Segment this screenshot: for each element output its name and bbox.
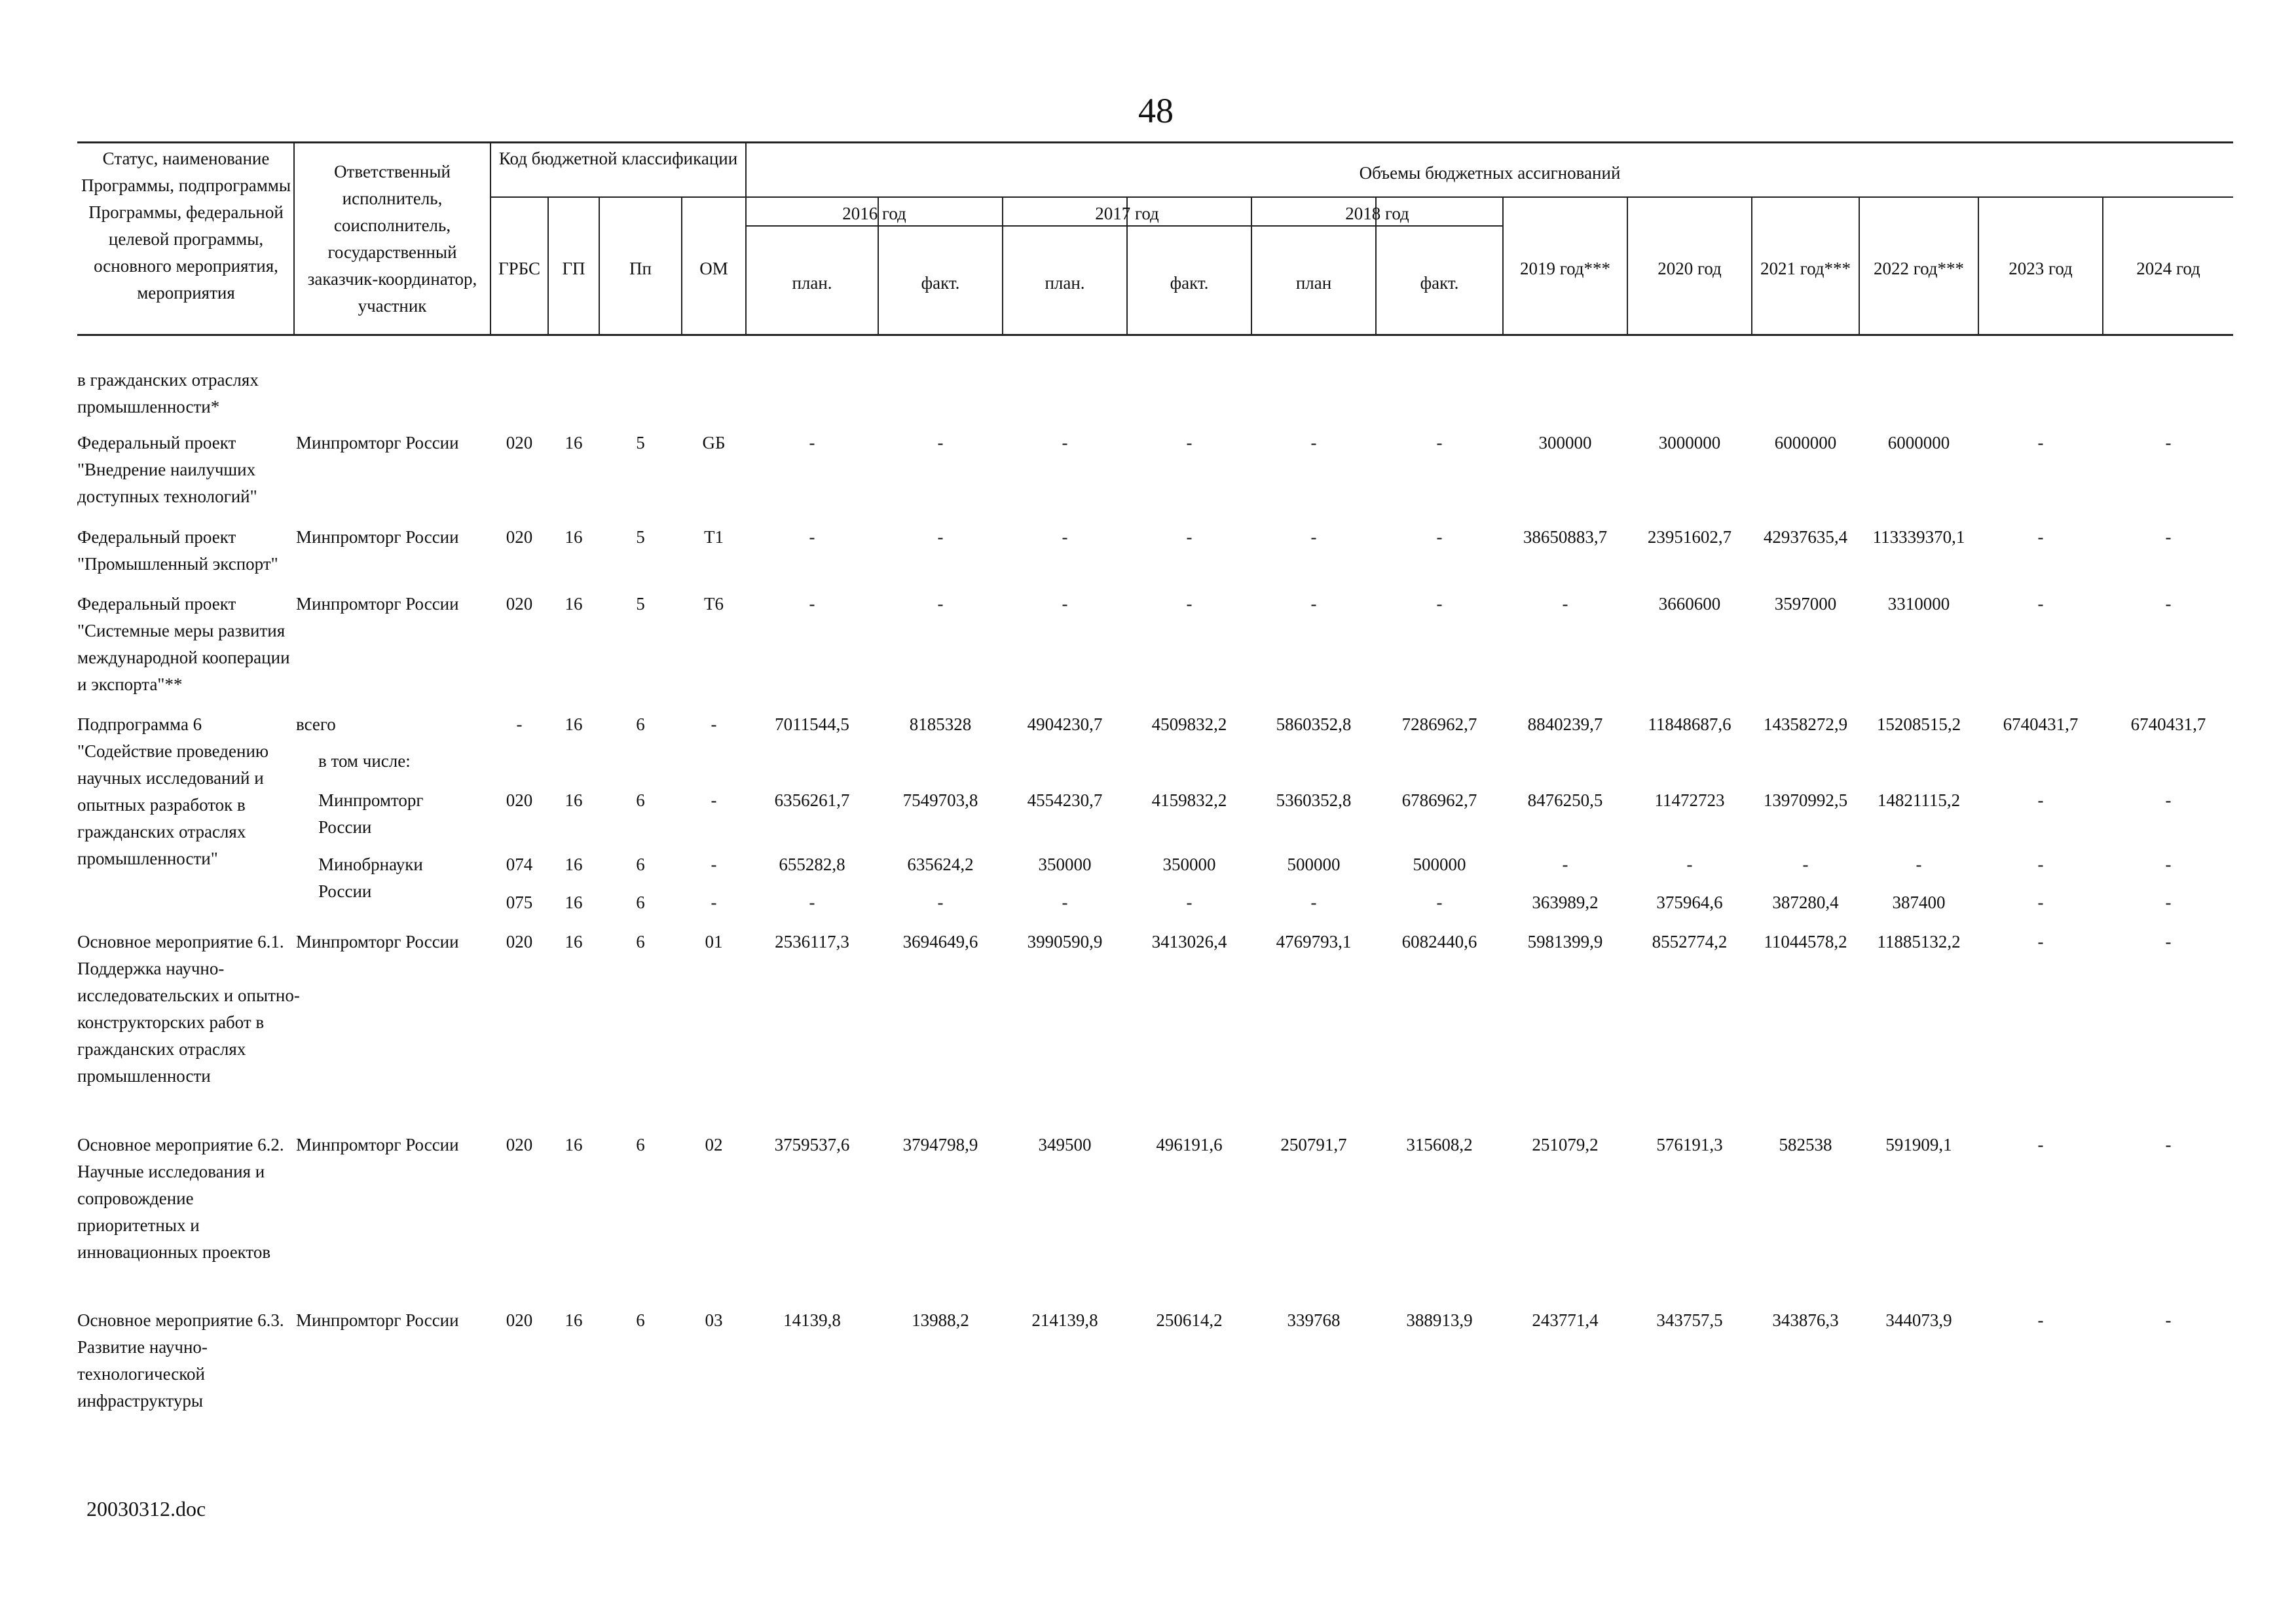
value-cell: 3759537,6	[774, 1135, 850, 1154]
value-cell: -	[1686, 855, 1693, 874]
code-pp: 6	[636, 932, 645, 951]
row-status: Основное мероприятие 6.3. Развитие научно-технологической инфраструктуры	[77, 1310, 284, 1411]
value-cell: 250614,2	[1156, 1310, 1223, 1330]
value-cell: 591909,1	[1885, 1135, 1952, 1154]
code-om: -	[711, 893, 717, 912]
value-cell: -	[1562, 855, 1568, 874]
value-cell: 375964,6	[1656, 893, 1723, 912]
value-cell: -	[1436, 527, 1443, 547]
value-cell: -	[2165, 1135, 2172, 1154]
value-cell: 13988,2	[912, 1310, 969, 1330]
value-cell: 350000	[1038, 855, 1092, 874]
code-grbs: 074	[506, 855, 533, 874]
value-cell: 635624,2	[907, 855, 974, 874]
value-cell: 11848687,6	[1648, 714, 1731, 734]
header-year-2021: 2021 год***	[1760, 259, 1851, 278]
value-cell: -	[2037, 527, 2044, 547]
value-cell: 15208515,2	[1876, 714, 1961, 734]
header-year-2018: 2018 год	[1345, 204, 1409, 223]
value-cell: 343757,5	[1656, 1310, 1723, 1330]
code-om: -	[711, 855, 717, 874]
value-cell: 388913,9	[1406, 1310, 1473, 1330]
table-row	[0, 929, 2296, 1125]
value-cell: -	[2037, 594, 2044, 614]
value-cell: 3310000	[1887, 594, 1950, 614]
code-gp: 16	[565, 433, 583, 452]
value-cell: -	[809, 594, 815, 614]
header-year-2020: 2020 год	[1657, 259, 1722, 278]
value-cell: 350000	[1162, 855, 1216, 874]
header-subcol: факт.	[1420, 273, 1459, 293]
row-status: Федеральный проект "Промышленный экспорт"	[77, 527, 278, 574]
row-status: Федеральный проект "Внедрение наилучших доступных технологий"	[77, 433, 257, 506]
header-subcol: план.	[1045, 273, 1085, 293]
code-om: GБ	[702, 433, 726, 452]
header-subcol: план.	[792, 273, 832, 293]
code-gp: 16	[565, 527, 583, 547]
value-cell: 387280,4	[1772, 893, 1839, 912]
value-cell: 496191,6	[1156, 1135, 1223, 1154]
value-cell: 6000000	[1887, 433, 1950, 452]
value-cell: 4159832,2	[1151, 790, 1227, 810]
header-volume-rule	[745, 196, 2233, 198]
value-cell: -	[1310, 433, 1317, 452]
value-cell: 576191,3	[1656, 1135, 1723, 1154]
value-cell: 500000	[1287, 855, 1341, 874]
code-pp: 6	[636, 1310, 645, 1330]
code-gp: 16	[565, 790, 583, 810]
code-pp: 6	[636, 855, 645, 874]
value-cell: 6740431,7	[2003, 714, 2079, 734]
value-cell: 5981399,9	[1527, 932, 1603, 951]
row-responsible: Минпромторг России	[296, 932, 459, 951]
code-grbs: 020	[506, 594, 533, 614]
value-cell: -	[1916, 855, 1922, 874]
table-row	[0, 430, 2296, 515]
subprogram-block	[0, 711, 2296, 921]
value-cell: 11044578,2	[1764, 932, 1847, 951]
value-cell: -	[937, 594, 944, 614]
code-grbs: 020	[506, 527, 533, 547]
value-cell: 5860352,8	[1276, 714, 1352, 734]
header-status: Статус, наименование Программы, подпрограммы Программы, федеральной целевой программы, основного мероприятия, мероприятия	[81, 149, 291, 303]
value-cell: -	[2037, 855, 2044, 874]
subprogram-resp-minprom: Минпромторг России	[318, 790, 424, 837]
value-cell: -	[1436, 893, 1443, 912]
header-year-2019: 2019 год***	[1519, 259, 1611, 278]
value-cell: 8840239,7	[1527, 714, 1603, 734]
value-cell: -	[2037, 932, 2044, 951]
code-om: -	[711, 714, 717, 734]
value-cell: 6082440,6	[1401, 932, 1477, 951]
code-grbs: 020	[506, 1135, 533, 1154]
value-cell: -	[2165, 932, 2172, 951]
code-om: T1	[704, 527, 724, 547]
value-cell: -	[1186, 527, 1193, 547]
value-cell: 4509832,2	[1151, 714, 1227, 734]
header-year-2022: 2022 год***	[1873, 259, 1965, 278]
value-cell: -	[2037, 893, 2044, 912]
header-year-2024: 2024 год	[2136, 259, 2200, 278]
header-code-om: ОМ	[699, 259, 728, 278]
header-code-pp: Пп	[629, 259, 652, 278]
value-cell: -	[2037, 1310, 2044, 1330]
code-pp: 6	[636, 790, 645, 810]
header-code-gp: ГП	[562, 259, 585, 278]
code-gp: 16	[565, 932, 583, 951]
continuation-text: в гражданских отраслях промышленности*	[77, 370, 259, 416]
value-cell: 3990590,9	[1027, 932, 1103, 951]
code-gp: 16	[565, 855, 583, 874]
value-cell: -	[1186, 594, 1193, 614]
code-om: 01	[705, 932, 723, 951]
table-row	[0, 1132, 2296, 1302]
value-cell: -	[2165, 855, 2172, 874]
value-cell: 42937635,4	[1763, 527, 1848, 547]
value-cell: 11885132,2	[1877, 932, 1961, 951]
row-responsible: Минпромторг России	[296, 527, 459, 547]
row-status: Основное мероприятие 6.1. Поддержка научно-исследовательских и опытно-конструкторских работ в гражданских отраслях промышленности	[77, 932, 300, 1086]
value-cell: 387400	[1892, 893, 1946, 912]
value-cell: -	[1310, 527, 1317, 547]
subprogram-total-label: всего	[296, 714, 336, 734]
row-status: Основное мероприятие 6.2. Научные исследования и сопровождение приоритетных и инновационных проектов	[77, 1135, 284, 1262]
value-cell: 339768	[1287, 1310, 1341, 1330]
value-cell: -	[2165, 594, 2172, 614]
value-cell: -	[937, 893, 944, 912]
code-gp: 16	[565, 714, 583, 734]
value-cell: 3000000	[1658, 433, 1721, 452]
value-cell: -	[809, 433, 815, 452]
value-cell: -	[2165, 790, 2172, 810]
header-year-2017: 2017 год	[1095, 204, 1159, 223]
value-cell: 500000	[1413, 855, 1466, 874]
value-cell: -	[2165, 893, 2172, 912]
row-responsible: Минпромторг России	[296, 594, 459, 614]
value-cell: 7011544,5	[775, 714, 849, 734]
value-cell: 582538	[1779, 1135, 1832, 1154]
subprogram-status: Подпрограмма 6 "Содействие проведению научных исследований и опытных разработок в гражданских отраслях промышленности"	[77, 714, 269, 868]
value-cell: 3660600	[1658, 594, 1721, 614]
value-cell: 38650883,7	[1523, 527, 1608, 547]
value-cell: 6740431,7	[2130, 714, 2206, 734]
value-cell: 3694649,6	[902, 932, 978, 951]
value-cell: -	[1310, 893, 1317, 912]
code-pp: 5	[636, 433, 645, 452]
code-gp: 16	[565, 1310, 583, 1330]
header-year-2023: 2023 год	[2009, 259, 2073, 278]
code-grbs: 020	[506, 1310, 533, 1330]
code-pp: 6	[636, 714, 645, 734]
header-subcol: факт.	[921, 273, 960, 293]
table-row	[0, 591, 2296, 702]
code-grbs: 020	[506, 932, 533, 951]
value-cell: -	[1562, 594, 1568, 614]
code-pp: 6	[636, 1135, 645, 1154]
value-cell: 14358272,9	[1763, 714, 1848, 734]
code-gp: 16	[565, 1135, 583, 1154]
code-gp: 16	[565, 594, 583, 614]
value-cell: 344073,9	[1885, 1310, 1952, 1330]
value-cell: 8476250,5	[1527, 790, 1603, 810]
row-status: Федеральный проект "Системные меры развития международной кооперации и экспорта"**	[77, 594, 290, 694]
code-pp: 6	[636, 893, 645, 912]
value-cell: -	[2037, 433, 2044, 452]
value-cell: -	[1062, 527, 1068, 547]
value-cell: -	[2165, 527, 2172, 547]
table-row	[0, 1307, 2296, 1451]
value-cell: 113339370,1	[1872, 527, 1965, 547]
value-cell: 8185328	[909, 714, 972, 734]
value-cell: -	[2037, 790, 2044, 810]
value-cell: -	[1062, 433, 1068, 452]
value-cell: -	[1436, 594, 1443, 614]
value-cell: 3794798,9	[902, 1135, 978, 1154]
code-pp: 5	[636, 594, 645, 614]
header-bottom-rule	[77, 334, 2233, 336]
page-number: 48	[1138, 91, 1174, 130]
value-cell: 13970992,5	[1763, 790, 1848, 810]
code-grbs: -	[516, 714, 523, 734]
value-cell: 315608,2	[1406, 1135, 1473, 1154]
value-cell: 343876,3	[1772, 1310, 1839, 1330]
header-subcol: план	[1295, 273, 1332, 293]
row-responsible: Минпромторг России	[296, 433, 459, 452]
value-cell: 7549703,8	[902, 790, 978, 810]
header-budget-code: Код бюджетной классификации	[498, 149, 738, 168]
code-grbs: 020	[506, 433, 533, 452]
code-grbs: 075	[506, 893, 533, 912]
value-cell: 349500	[1038, 1135, 1092, 1154]
header-volumes: Объемы бюджетных ассигнований	[1359, 163, 1621, 183]
header-code-grbs: ГРБС	[498, 259, 540, 278]
document-filename: 20030312.doc	[86, 1497, 206, 1521]
value-cell: -	[1186, 893, 1193, 912]
value-cell: 4769793,1	[1276, 932, 1352, 951]
value-cell: 14139,8	[783, 1310, 841, 1330]
table-row	[0, 524, 2296, 576]
value-cell: 3597000	[1774, 594, 1837, 614]
value-cell: -	[1062, 893, 1068, 912]
value-cell: 5360352,8	[1276, 790, 1352, 810]
value-cell: -	[937, 527, 944, 547]
value-cell: 6000000	[1774, 433, 1837, 452]
header-year-2016: 2016 год	[842, 204, 906, 223]
value-cell: -	[1310, 594, 1317, 614]
value-cell: -	[809, 893, 815, 912]
value-cell: 4904230,7	[1027, 714, 1103, 734]
subprogram-including-label: в том числе:	[318, 751, 411, 771]
row-responsible: Минпромторг России	[296, 1135, 459, 1154]
header-top-rule	[77, 141, 2233, 143]
value-cell: 655282,8	[779, 855, 845, 874]
value-cell: 11472723	[1654, 790, 1725, 810]
value-cell: 363989,2	[1532, 893, 1599, 912]
header-responsible: Ответственный исполнитель, соисполнитель, государственный заказчик-координатор, участник	[307, 162, 477, 316]
value-cell: -	[2165, 433, 2172, 452]
value-cell: -	[1186, 433, 1193, 452]
value-cell: 250791,7	[1280, 1135, 1347, 1154]
value-cell: 243771,4	[1532, 1310, 1599, 1330]
value-cell: 251079,2	[1532, 1135, 1599, 1154]
code-om: 02	[705, 1135, 723, 1154]
value-cell: 6786962,7	[1401, 790, 1477, 810]
code-grbs: 020	[506, 790, 533, 810]
value-cell: -	[1436, 433, 1443, 452]
value-cell: 6356261,7	[774, 790, 850, 810]
value-cell: 2536117,3	[775, 932, 849, 951]
subprogram-resp-minobr: Минобрнауки России	[318, 855, 423, 901]
value-cell: -	[2165, 1310, 2172, 1330]
value-cell: -	[1062, 594, 1068, 614]
value-cell: 7286962,7	[1401, 714, 1477, 734]
value-cell: -	[2037, 1135, 2044, 1154]
header-subcol: факт.	[1170, 273, 1209, 293]
value-cell: -	[937, 433, 944, 452]
code-om: T6	[704, 594, 724, 614]
value-cell: 14821115,2	[1877, 790, 1961, 810]
value-cell: 214139,8	[1031, 1310, 1098, 1330]
header-code-rule	[490, 196, 745, 198]
code-om: 03	[705, 1310, 723, 1330]
value-cell: -	[809, 527, 815, 547]
value-cell: 4554230,7	[1027, 790, 1103, 810]
value-cell: 3413026,4	[1151, 932, 1227, 951]
code-gp: 16	[565, 893, 583, 912]
row-responsible: Минпромторг России	[296, 1310, 459, 1330]
code-pp: 5	[636, 527, 645, 547]
value-cell: 23951602,7	[1647, 527, 1732, 547]
code-om: -	[711, 790, 717, 810]
value-cell: 8552774,2	[1652, 932, 1728, 951]
value-cell: -	[1802, 855, 1809, 874]
value-cell: 300000	[1538, 433, 1592, 452]
